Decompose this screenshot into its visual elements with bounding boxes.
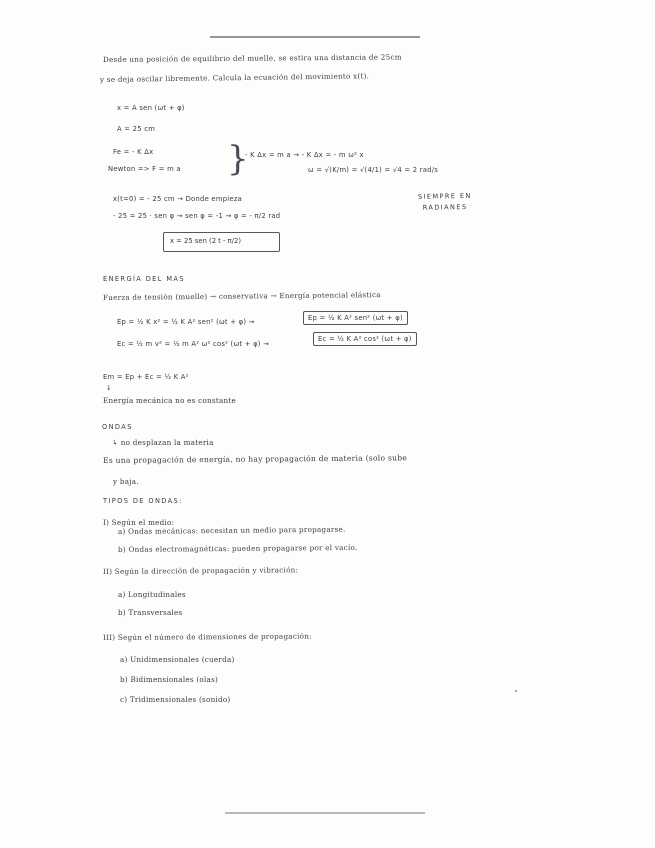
- type-III-title: III) Según el número de dimensiones de propagación:: [102, 631, 312, 642]
- heading-wave-types: TIPOS DE ONDAS:: [103, 497, 183, 505]
- heading-energy: ENERGÍA DEL MAS: [103, 275, 185, 283]
- type-III-a: a) Unidimensionales (cuerda): [120, 655, 235, 664]
- waves-line-3: y baja.: [113, 477, 139, 486]
- result-box: [163, 232, 280, 252]
- curly-brace: }: [227, 139, 249, 179]
- type-I-a: a) Ondas mecánicas: necesitan un medio para propagarse.: [117, 524, 346, 536]
- initial-condition: x(t=0) = - 25 cm → Donde empieza: [113, 195, 243, 203]
- type-II-a: a) Longitudinales: [118, 590, 186, 599]
- equation-newton: Newton => F = m a: [108, 165, 181, 173]
- energy-intro: Fuerza de tensión (muelle) → conservativa → Energía potencial elástica: [102, 290, 381, 302]
- type-III-b: b) Bidimensionales (olas): [120, 675, 219, 684]
- type-I-b: b) Ondas electromagnéticas: pueden propagarse por el vacío.: [117, 542, 358, 554]
- intro-line-2: y se deja oscilar libremente. Calcula la ecuación del movimiento x(t).: [99, 71, 370, 84]
- energy-constant-note: Energía mecánica no es constante: [103, 396, 237, 405]
- equation-omega: ω = √(K/m) = √(4/1) = √4 = 2 rad/s: [308, 166, 439, 174]
- intro-line-1: Desde una posición de equilibrio del muelle, se estira una distancia de 25cm: [102, 52, 402, 64]
- type-III-c: c) Tridimensionales (sonido): [120, 695, 231, 704]
- type-II-title: II) Según la dirección de propagación y vibración:: [102, 565, 299, 576]
- equation-combined-1: - K Δx = m a → - K Δx = - m ω² x: [245, 151, 364, 159]
- heading-waves: ONDAS: [102, 423, 133, 431]
- energy-kinetic-boxed: Ec = ½ K A² cos² (ωt + φ): [313, 332, 417, 346]
- scan-speck: [515, 690, 517, 692]
- energy-potential-boxed: Ep = ½ K A² sen² (ωt + φ): [303, 311, 408, 325]
- waves-line-1: ↳ no desplazan la materia: [112, 438, 214, 447]
- equation-x: x = A sen (ωt + φ): [117, 104, 185, 112]
- equation-force: Fe = - K Δx: [113, 148, 154, 156]
- equation-amplitude: A = 25 cm: [117, 125, 156, 133]
- type-II-b: b) Transversales: [118, 608, 183, 617]
- bottom-rule: [225, 812, 425, 814]
- note-radians: SIEMPRE EN RADIANES: [417, 191, 472, 212]
- phase-equation: - 25 = 25 · sen φ → sen φ = -1 → φ = - π/2 rad: [113, 212, 281, 220]
- type-I-title: I) Según el medio:: [103, 518, 175, 527]
- top-rule: [210, 36, 420, 38]
- energy-kinetic: Ec = ½ m v² = ½ m A² ω² cos² (ωt + φ) →: [117, 340, 270, 348]
- down-arrow-icon: ↓: [106, 384, 112, 392]
- waves-line-2: Es una propagación de energía, no hay propagación de materia (solo sube: [102, 453, 408, 465]
- energy-mechanical: Em = Ep + Ec = ½ K A²: [103, 373, 189, 381]
- result-equation: x = 25 sen (2 t - π/2): [170, 237, 241, 245]
- energy-potential: Ep = ½ K x² = ½ K A² sen² (ωt + φ) →: [117, 318, 255, 326]
